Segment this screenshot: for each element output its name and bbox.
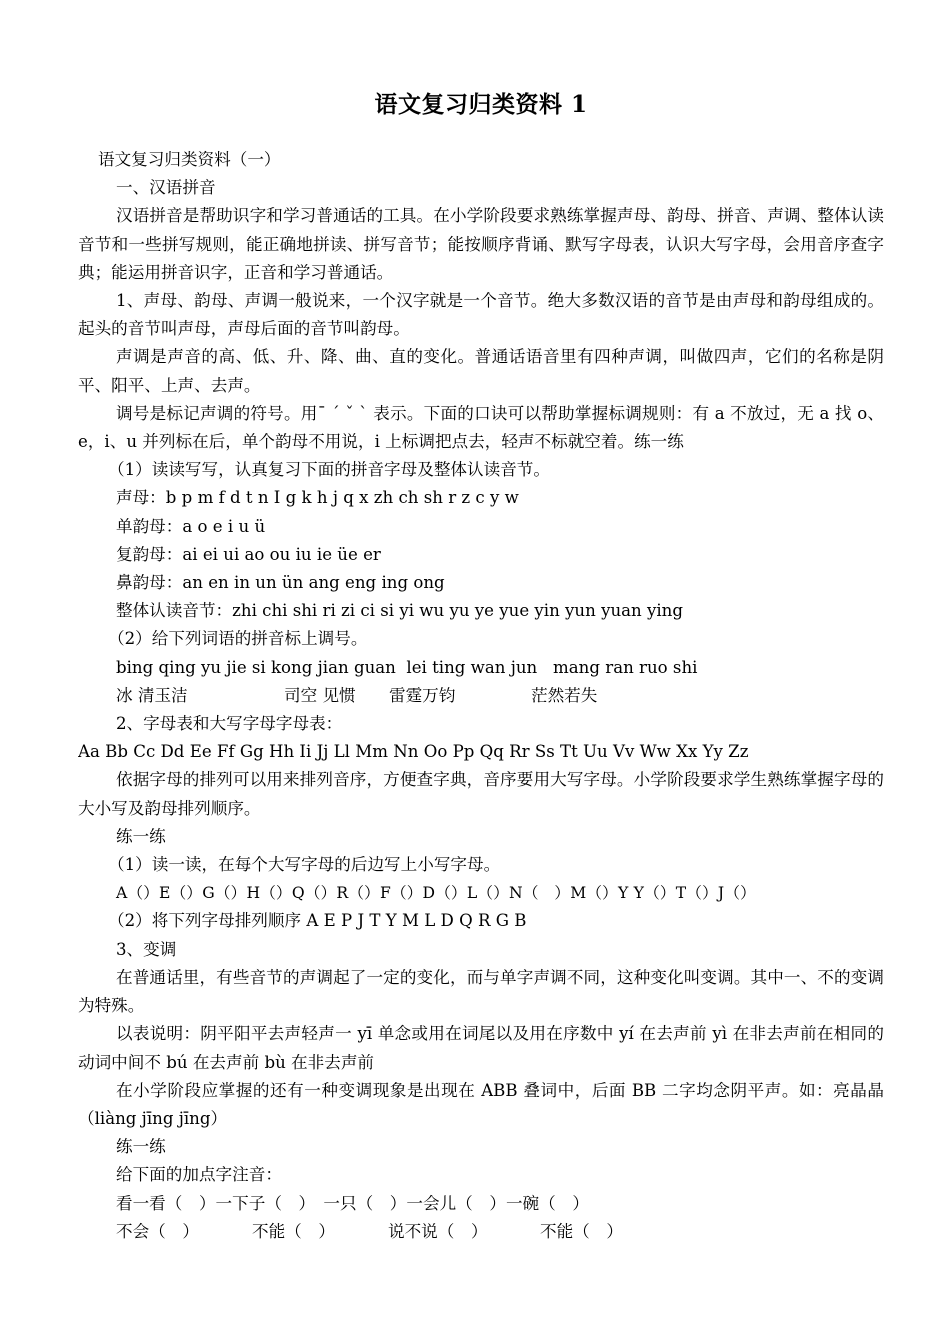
document-body <box>78 146 884 1246</box>
exercise-heading: （2）给下列词语的拼音标上调号。 <box>108 629 368 649</box>
exercise-blank-row <box>78 1218 884 1246</box>
exercise-label: 练一练 <box>116 826 166 846</box>
paragraph: 声调是声音的高、低、升、降、曲、直的变化。普通话语音里有四种声调，叫做四声，它们的名称是阴平、阳平、上声、去声。 <box>78 347 884 395</box>
paragraph: 以表说明：阴平阳平去声轻声一 yī 单念或用在词尾以及用在序数中 yí 在去声前 yì 在非去声前在相同的动词中间不 bú 在去声前 bù 在非去声前 <box>78 1024 884 1072</box>
idiom-row <box>78 682 884 710</box>
idiom: 司空 见惯 <box>284 685 356 705</box>
exercise-heading: （1）读一读，在每个大写字母的后边写上小写字母。 <box>108 855 501 875</box>
section-heading: 2、字母表和大写字母字母表： <box>116 714 343 734</box>
exercise-heading: （1）读读写写，认真复习下面的拼音字母及整体认读音节。 <box>108 460 550 480</box>
blank-item: 不能（ ） <box>252 1221 335 1241</box>
paragraph: 在小学阶段应掌握的还有一种变调现象是出现在 ABB 叠词中，后面 BB 二字均念阴平声。如：亮晶晶（liàng jīng jīng） <box>78 1080 884 1128</box>
paragraph: 汉语拼音是帮助识字和学习普通话的工具。在小学阶段要求熟练掌握声母、韵母、拼音、声调、整体认读音节和一些拼写规则，能正确地拼读、拼写音节；能按顺序背诵、默写字母表，认识大写字母，会用音序查字典；能运用拼音识字，正音和学习普通话。 <box>78 206 884 282</box>
simple-finals-line: 单韵母：a o e i u ü <box>116 516 266 536</box>
alphabet-line: Aa Bb Cc Dd Ee Ff Gg Hh Ii Jj Ll Mm Nn Oo Pp Qq Rr Ss Tt Uu Vv Ww Xx Yy Zz <box>78 742 749 762</box>
nasal-finals-line: 鼻韵母：an en in un ün ang eng ing ong <box>116 573 445 593</box>
paragraph: 调号是标记声调的符号。用ˉ ˊ ˇ ˋ 表示。下面的口诀可以帮助掌握标调规则：有 a 不放过，无 a 找 o、e，i、u 并列标在后，单个韵母不用说，i 上标调把点去，轻声不标就空着。练一练 <box>78 403 884 452</box>
whole-syllables-line: 整体认读音节：zhi chi shi ri zi ci si yi wu yu ye yue yin yun yuan ying <box>116 601 683 621</box>
paragraph: 依据字母的排列可以用来排列音序，方便查字典，音序要用大写字母。小学阶段要求学生熟练掌握字母的大小写及韵母排列顺序。 <box>78 770 884 818</box>
initials-line: 声母：b p m f d t n I g k h j q x zh ch sh r z c y w <box>116 488 519 508</box>
exercise-letters-line: A（）E（）G（）H（）Q（）R（）F（）D（）L（）N（ ）M（）Y Y（）T（）J（） <box>116 884 756 903</box>
idiom: 茫然若失 <box>531 685 598 705</box>
paragraph: 在普通话里，有些音节的声调起了一定的变化，而与单字声调不同，这种变化叫变调。其中一、不的变调为特殊。 <box>78 967 884 1016</box>
idiom: 冰 清玉洁 <box>116 685 188 705</box>
section-heading: 3、变调 <box>116 939 177 959</box>
document-title: 语文复习归类资料 1 <box>374 91 588 118</box>
compound-finals-line: 复韵母：ai ei ui ao ou iu ie üe er <box>116 544 381 564</box>
idiom: 雷霆万钧 <box>389 685 456 705</box>
pinyin-line: bing qing yu jie si kong jian guan lei ting wan jun mang ran ruo shi <box>116 657 698 677</box>
blank-item: 不能（ ） <box>540 1221 623 1241</box>
section-heading: 一、汉语拼音 <box>116 178 216 198</box>
exercise-heading: （2）将下列字母排列顺序 A E P J T Y M L D Q R G B <box>108 911 527 931</box>
paragraph: 1、声母、韵母、声调一般说来，一个汉字就是一个音节。绝大多数汉语的音节是由声母和韵母组成的。起头的音节叫声母，声母后面的音节叫韵母。 <box>78 291 884 339</box>
paragraph: 语文复习归类资料（一） <box>98 150 281 169</box>
blank-item: 说不说（ ） <box>388 1221 488 1241</box>
exercise-heading: 给下面的加点字注音： <box>116 1165 282 1185</box>
exercise-label: 练一练 <box>116 1137 166 1157</box>
blank-item: 不会（ ） <box>116 1221 199 1241</box>
exercise-blank-line: 看一看（ ）一下子（ ） 一只（ ）一会儿（ ）一碗（ ） <box>116 1193 589 1213</box>
